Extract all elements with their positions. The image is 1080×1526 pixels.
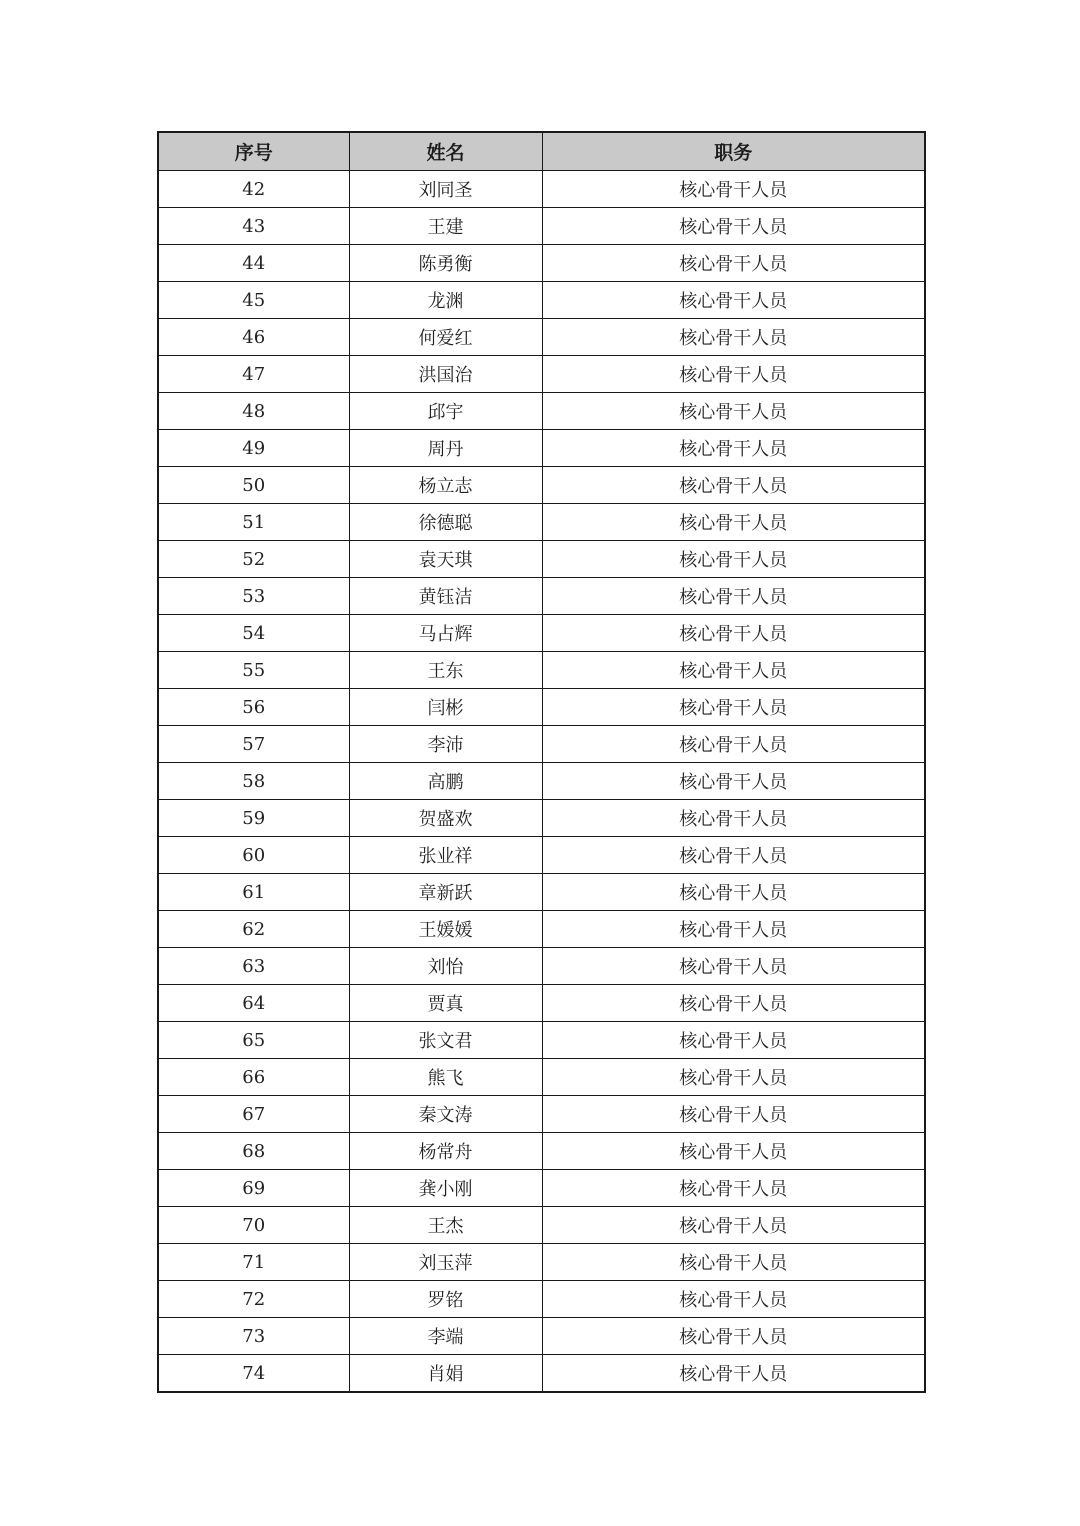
name-cell: 杨常舟 (349, 1133, 542, 1170)
position-cell: 核心骨干人员 (542, 689, 925, 726)
table-row (158, 615, 925, 652)
position-cell: 核心骨干人员 (542, 948, 925, 985)
name-cell: 马占辉 (349, 615, 542, 652)
position-cell: 核心骨干人员 (542, 1207, 925, 1244)
header-serial-number: 序号 (158, 132, 349, 171)
name-cell: 张业祥 (349, 837, 542, 874)
table-row (158, 1318, 925, 1355)
serial-number-cell: 63 (158, 948, 349, 985)
table-row (158, 282, 925, 319)
position-cell: 核心骨干人员 (542, 467, 925, 504)
name-cell: 李沛 (349, 726, 542, 763)
serial-number-cell: 59 (158, 800, 349, 837)
name-cell: 贺盛欢 (349, 800, 542, 837)
position-cell: 核心骨干人员 (542, 1133, 925, 1170)
position-cell: 核心骨干人员 (542, 1059, 925, 1096)
table-row (158, 1133, 925, 1170)
name-cell: 何爱红 (349, 319, 542, 356)
header-name: 姓名 (349, 132, 542, 171)
table-row (158, 541, 925, 578)
name-cell: 袁天琪 (349, 541, 542, 578)
table-row (158, 1059, 925, 1096)
table-row (158, 504, 925, 541)
position-cell: 核心骨干人员 (542, 245, 925, 282)
table-row (158, 689, 925, 726)
table-row (158, 837, 925, 874)
table-row (158, 393, 925, 430)
position-cell: 核心骨干人员 (542, 874, 925, 911)
serial-number-cell: 44 (158, 245, 349, 282)
position-cell: 核心骨干人员 (542, 911, 925, 948)
serial-number-cell: 52 (158, 541, 349, 578)
serial-number-cell: 50 (158, 467, 349, 504)
serial-number-cell: 73 (158, 1318, 349, 1355)
table-row (158, 356, 925, 393)
name-cell: 王媛媛 (349, 911, 542, 948)
serial-number-cell: 65 (158, 1022, 349, 1059)
table-row (158, 319, 925, 356)
serial-number-cell: 46 (158, 319, 349, 356)
serial-number-cell: 48 (158, 393, 349, 430)
table-row (158, 171, 925, 208)
table-row (158, 1244, 925, 1281)
table-row (158, 245, 925, 282)
name-cell: 王东 (349, 652, 542, 689)
serial-number-cell: 54 (158, 615, 349, 652)
position-cell: 核心骨干人员 (542, 578, 925, 615)
name-cell: 杨立志 (349, 467, 542, 504)
serial-number-cell: 62 (158, 911, 349, 948)
name-cell: 龚小刚 (349, 1170, 542, 1207)
table-row (158, 726, 925, 763)
position-cell: 核心骨干人员 (542, 726, 925, 763)
serial-number-cell: 67 (158, 1096, 349, 1133)
table-row (158, 985, 925, 1022)
name-cell: 王杰 (349, 1207, 542, 1244)
table-row (158, 467, 925, 504)
position-cell: 核心骨干人员 (542, 1281, 925, 1318)
table-row (158, 208, 925, 245)
table-header (158, 132, 925, 171)
table-row (158, 763, 925, 800)
position-cell: 核心骨干人员 (542, 837, 925, 874)
table-row (158, 948, 925, 985)
serial-number-cell: 68 (158, 1133, 349, 1170)
serial-number-cell: 74 (158, 1355, 349, 1393)
position-cell: 核心骨干人员 (542, 1096, 925, 1133)
name-cell: 闫彬 (349, 689, 542, 726)
position-cell: 核心骨干人员 (542, 800, 925, 837)
serial-number-cell: 70 (158, 1207, 349, 1244)
table-row (158, 1281, 925, 1318)
position-cell: 核心骨干人员 (542, 1022, 925, 1059)
serial-number-cell: 60 (158, 837, 349, 874)
table-row (158, 1170, 925, 1207)
name-cell: 李端 (349, 1318, 542, 1355)
position-cell: 核心骨干人员 (542, 1355, 925, 1393)
serial-number-cell: 47 (158, 356, 349, 393)
table-row (158, 1355, 925, 1393)
position-cell: 核心骨干人员 (542, 208, 925, 245)
name-cell: 高鹏 (349, 763, 542, 800)
name-cell: 邱宇 (349, 393, 542, 430)
serial-number-cell: 55 (158, 652, 349, 689)
position-cell: 核心骨干人员 (542, 1318, 925, 1355)
header-position: 职务 (542, 132, 925, 171)
name-cell: 秦文涛 (349, 1096, 542, 1133)
name-cell: 黄钰洁 (349, 578, 542, 615)
position-cell: 核心骨干人员 (542, 171, 925, 208)
name-cell: 周丹 (349, 430, 542, 467)
position-cell: 核心骨干人员 (542, 319, 925, 356)
position-cell: 核心骨干人员 (542, 1170, 925, 1207)
name-cell: 徐德聪 (349, 504, 542, 541)
header-row (158, 132, 925, 171)
serial-number-cell: 45 (158, 282, 349, 319)
table-row (158, 430, 925, 467)
table-row (158, 1096, 925, 1133)
position-cell: 核心骨干人员 (542, 393, 925, 430)
serial-number-cell: 58 (158, 763, 349, 800)
position-cell: 核心骨干人员 (542, 985, 925, 1022)
serial-number-cell: 51 (158, 504, 349, 541)
name-cell: 刘玉萍 (349, 1244, 542, 1281)
table-row (158, 1022, 925, 1059)
name-cell: 罗铭 (349, 1281, 542, 1318)
name-cell: 龙渊 (349, 282, 542, 319)
name-cell: 洪国治 (349, 356, 542, 393)
name-cell: 张文君 (349, 1022, 542, 1059)
serial-number-cell: 43 (158, 208, 349, 245)
position-cell: 核心骨干人员 (542, 615, 925, 652)
position-cell: 核心骨干人员 (542, 356, 925, 393)
name-cell: 陈勇衡 (349, 245, 542, 282)
name-cell: 刘同圣 (349, 171, 542, 208)
table-body (158, 171, 925, 1393)
name-cell: 王建 (349, 208, 542, 245)
table-row (158, 874, 925, 911)
serial-number-cell: 64 (158, 985, 349, 1022)
table-row (158, 578, 925, 615)
name-cell: 章新跃 (349, 874, 542, 911)
table-row (158, 911, 925, 948)
serial-number-cell: 71 (158, 1244, 349, 1281)
name-cell: 刘怡 (349, 948, 542, 985)
name-cell: 肖娟 (349, 1355, 542, 1393)
position-cell: 核心骨干人员 (542, 430, 925, 467)
name-cell: 熊飞 (349, 1059, 542, 1096)
position-cell: 核心骨干人员 (542, 763, 925, 800)
table-row (158, 800, 925, 837)
serial-number-cell: 56 (158, 689, 349, 726)
serial-number-cell: 53 (158, 578, 349, 615)
serial-number-cell: 57 (158, 726, 349, 763)
position-cell: 核心骨干人员 (542, 541, 925, 578)
position-cell: 核心骨干人员 (542, 652, 925, 689)
position-cell: 核心骨干人员 (542, 282, 925, 319)
name-cell: 贾真 (349, 985, 542, 1022)
serial-number-cell: 69 (158, 1170, 349, 1207)
table-row (158, 1207, 925, 1244)
table-row (158, 652, 925, 689)
serial-number-cell: 61 (158, 874, 349, 911)
serial-number-cell: 49 (158, 430, 349, 467)
personnel-table (157, 131, 926, 1393)
serial-number-cell: 72 (158, 1281, 349, 1318)
serial-number-cell: 42 (158, 171, 349, 208)
position-cell: 核心骨干人员 (542, 1244, 925, 1281)
position-cell: 核心骨干人员 (542, 504, 925, 541)
serial-number-cell: 66 (158, 1059, 349, 1096)
